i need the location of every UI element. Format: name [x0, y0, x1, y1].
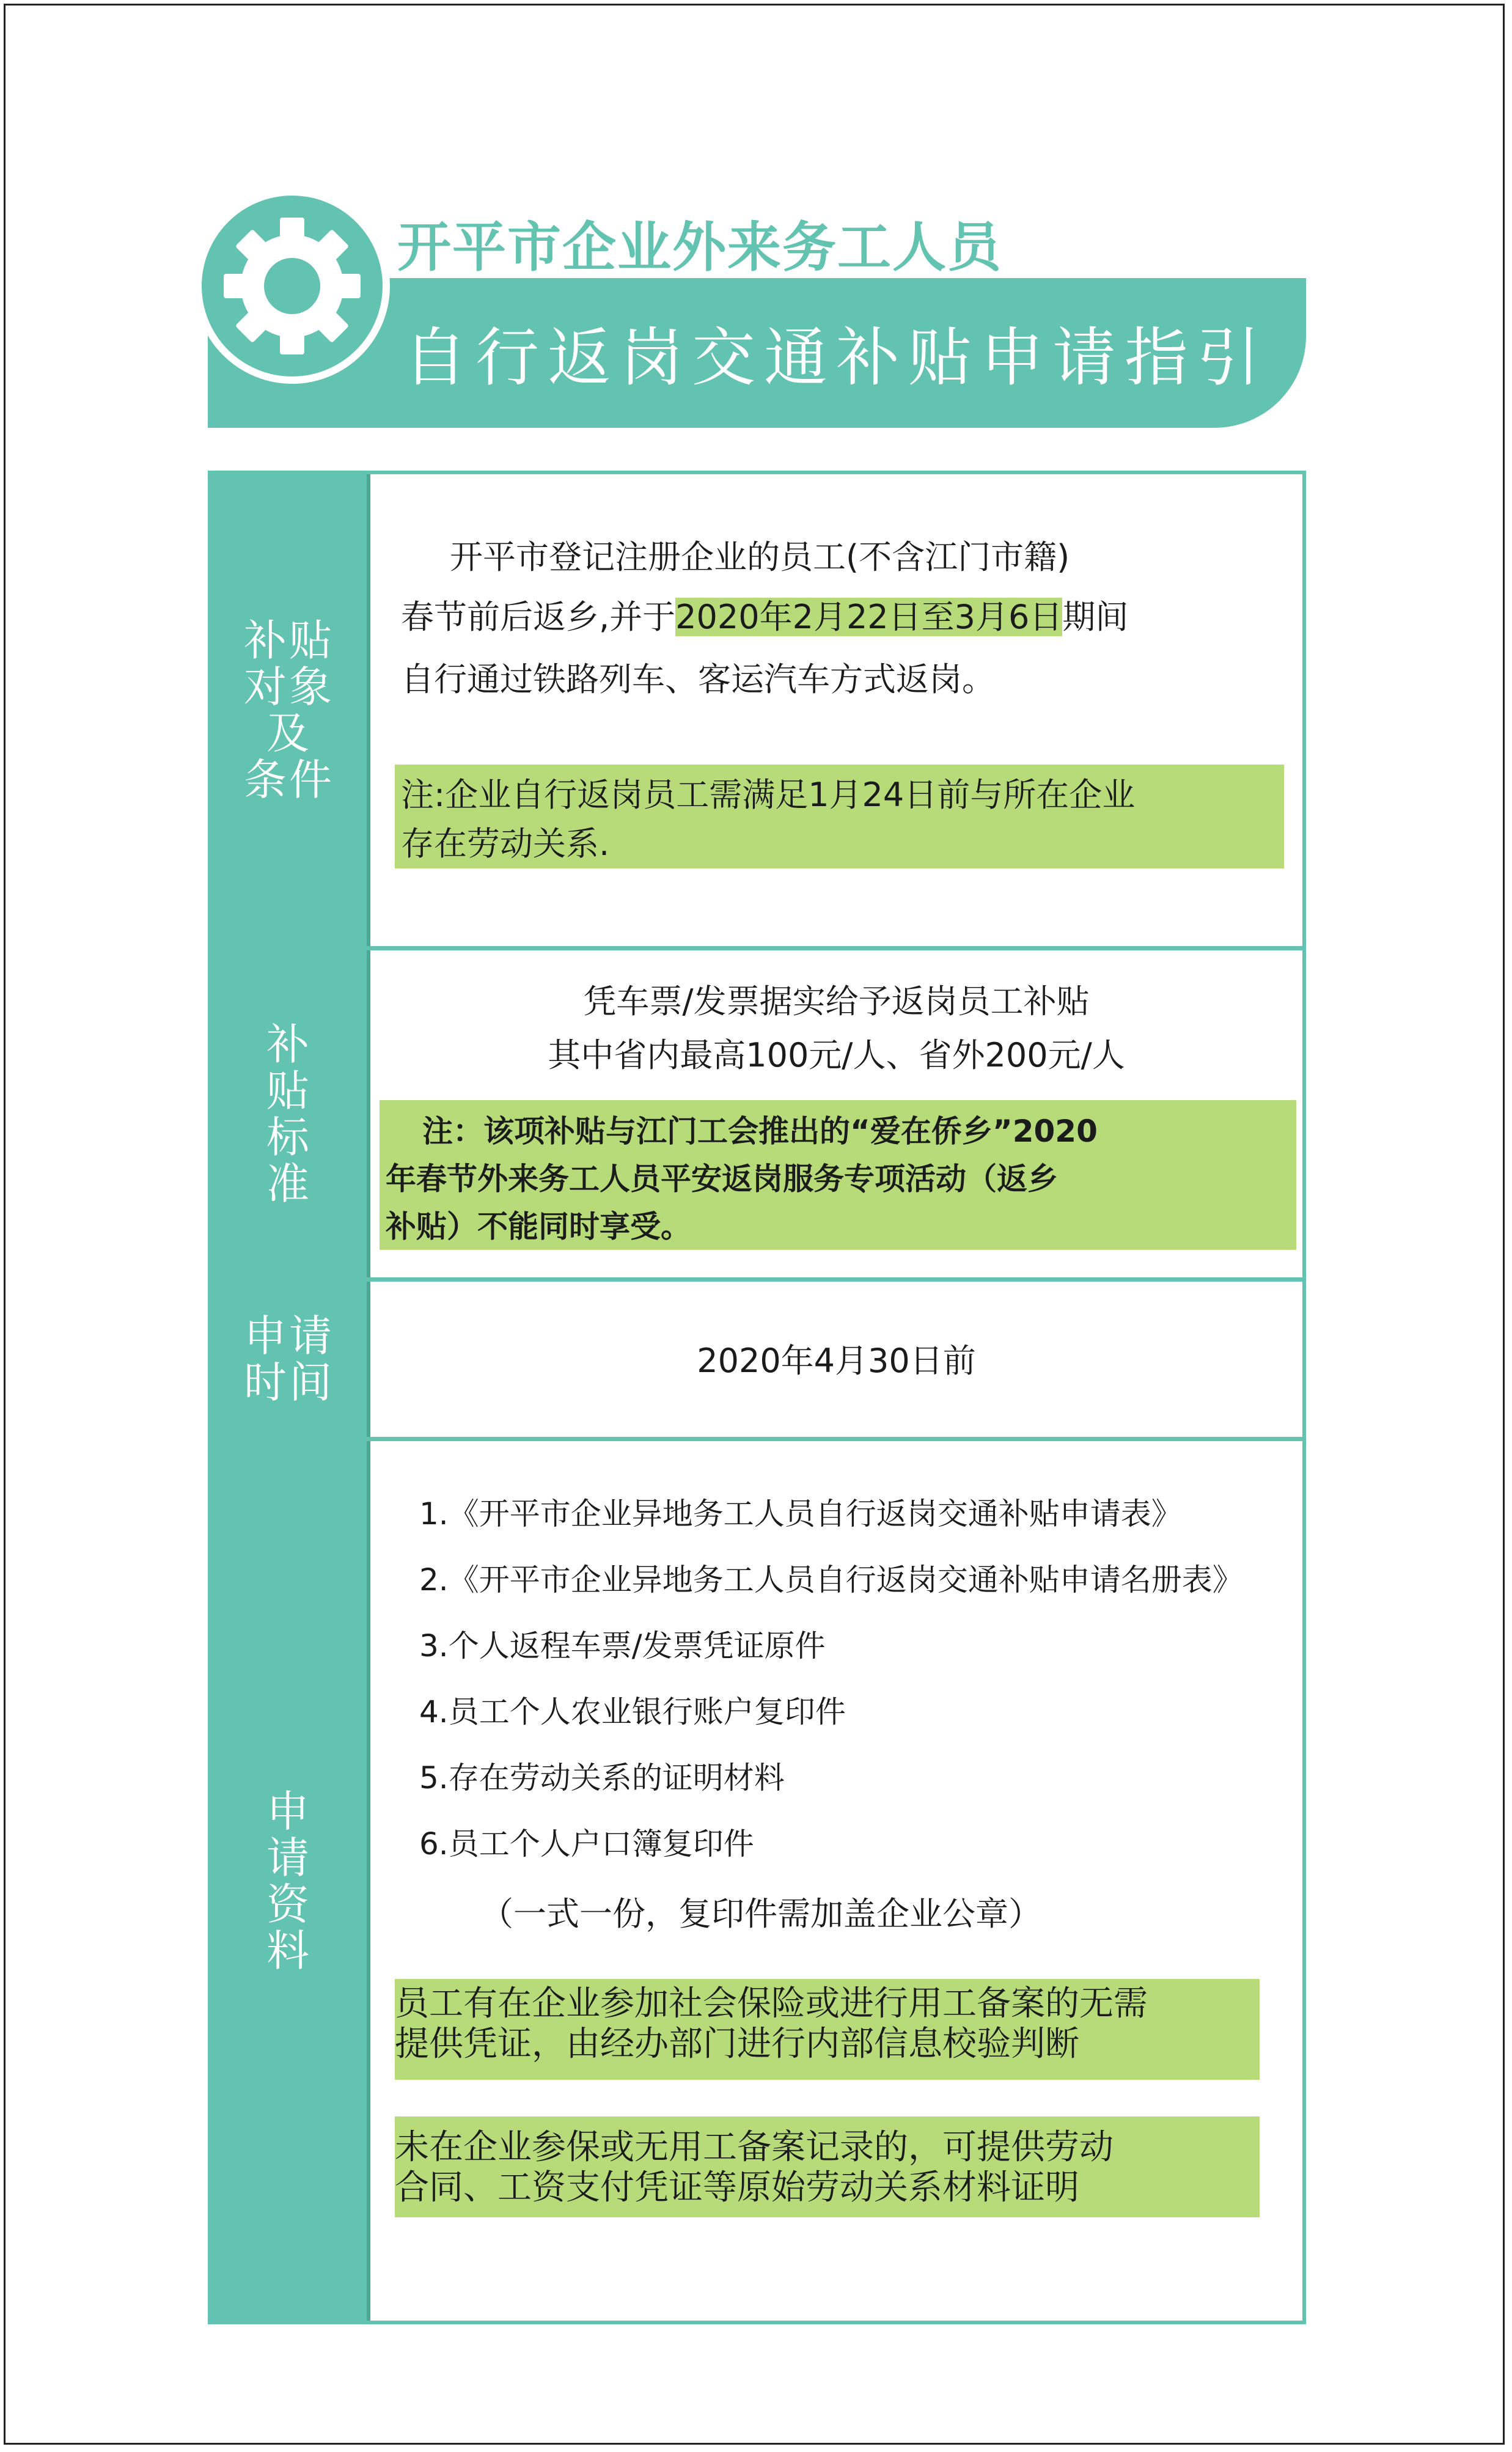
- eligibility-line-1: 开平市登记注册企业的员工(不含江门市籍): [450, 538, 1070, 576]
- eligibility-note-line-1: 注:企业自行返岗员工需满足1月24日前与所在企业: [401, 776, 1136, 814]
- materials-note-1-line-2: 提供凭证，由经办部门进行内部信息校验判断: [395, 2024, 1079, 2064]
- label-line: 贴: [266, 1065, 312, 1116]
- label-line: 条件: [244, 755, 334, 805]
- standard-note-line-1: 注：该项补贴与江门工会推出的“爱在侨乡”2020: [422, 1114, 1098, 1149]
- content-standard: [370, 950, 1302, 1277]
- materials-note-2: [395, 2116, 1260, 2217]
- row-divider: [211, 1277, 1302, 1282]
- label-line: 补: [266, 1019, 312, 1070]
- materials-note-2-line-2: 合同、工资支付凭证等原始劳动关系材料证明: [395, 2168, 1079, 2208]
- materials-note-1: [395, 1979, 1260, 2080]
- deadline-value: 2020年4月30日前: [697, 1342, 976, 1380]
- eligibility-note: [395, 765, 1284, 868]
- label-line: 请: [266, 1832, 312, 1883]
- label-line: 标: [266, 1112, 312, 1162]
- materials-item: 5.存在劳动关系的证明材料: [419, 1760, 785, 1796]
- gear-icon: [220, 214, 364, 358]
- materials-item: 4.员工个人农业银行账户复印件: [419, 1694, 846, 1730]
- materials-note-2-line-1: 未在企业参保或无用工备案记录的，可提供劳动: [395, 2127, 1114, 2167]
- materials-item: 6.员工个人户口簿复印件: [419, 1826, 754, 1862]
- label-line: 申请: [244, 1311, 334, 1361]
- content-time: [370, 1282, 1302, 1437]
- label-materials: [211, 1441, 370, 2321]
- row-divider: [211, 946, 1302, 950]
- eligibility-line-2-pre: 春节前后返乡,并于: [401, 598, 676, 636]
- label-line: 补贴: [244, 615, 334, 666]
- gear-badge: [194, 188, 390, 384]
- standard-line-1: 凭车票/发票据实给予返岗员工补贴: [583, 982, 1090, 1021]
- label-line: 对象: [244, 662, 334, 712]
- label-line: 准: [266, 1158, 312, 1209]
- row-divider: [211, 1437, 1302, 1441]
- standard-note-line-2: 年春节外来务工人员平安返岗服务专项活动（返乡: [386, 1161, 1058, 1197]
- materials-remark: （一式一份，复印件需加盖企业公章）: [480, 1895, 1041, 1933]
- label-standard: [211, 950, 370, 1277]
- content-eligibility: [370, 474, 1302, 946]
- materials-item: 2.《开平市企业异地务工人员自行返岗交通补贴申请名册表》: [419, 1562, 1243, 1598]
- label-line: 资: [266, 1879, 312, 1929]
- row-materials: [211, 1441, 1302, 2321]
- eligibility-line-3: 自行通过铁路列车、客运汽车方式返岗。: [401, 660, 995, 699]
- materials-item: 3.个人返程车票/发票凭证原件: [419, 1628, 826, 1664]
- row-eligibility: [211, 474, 1302, 946]
- label-time: [211, 1282, 370, 1437]
- standard-note-line-3: 补贴）不能同时享受。: [386, 1209, 691, 1244]
- title-top: 开平市企业外来务工人员: [397, 216, 1003, 279]
- label-eligibility: [211, 474, 370, 946]
- label-line: 时间: [244, 1357, 334, 1408]
- date-range-highlight: 2020年2月22日至3月6日: [675, 598, 1063, 636]
- eligibility-line-2: [401, 596, 1128, 638]
- materials-item: 1.《开平市企业异地务工人员自行返岗交通补贴申请表》: [419, 1496, 1182, 1532]
- eligibility-note-line-2: 存在劳动关系.: [401, 824, 610, 863]
- row-time: [211, 1282, 1302, 1437]
- page-title: 自行返岗交通补贴申请指引: [403, 320, 1269, 395]
- standard-note: [380, 1100, 1296, 1250]
- row-standard: [211, 950, 1302, 1277]
- materials-note-1-line-1: 员工有在企业参加社会保险或进行用工备案的无需: [395, 1984, 1148, 2024]
- label-line: 料: [266, 1925, 312, 1976]
- label-line: 及: [266, 708, 312, 758]
- guide-table: [208, 471, 1306, 2324]
- standard-line-2: 其中省内最高100元/人、省外200元/人: [548, 1036, 1125, 1074]
- content-materials: [370, 1441, 1302, 2321]
- label-line: 申: [266, 1786, 312, 1837]
- eligibility-line-2-post: 期间: [1062, 598, 1129, 636]
